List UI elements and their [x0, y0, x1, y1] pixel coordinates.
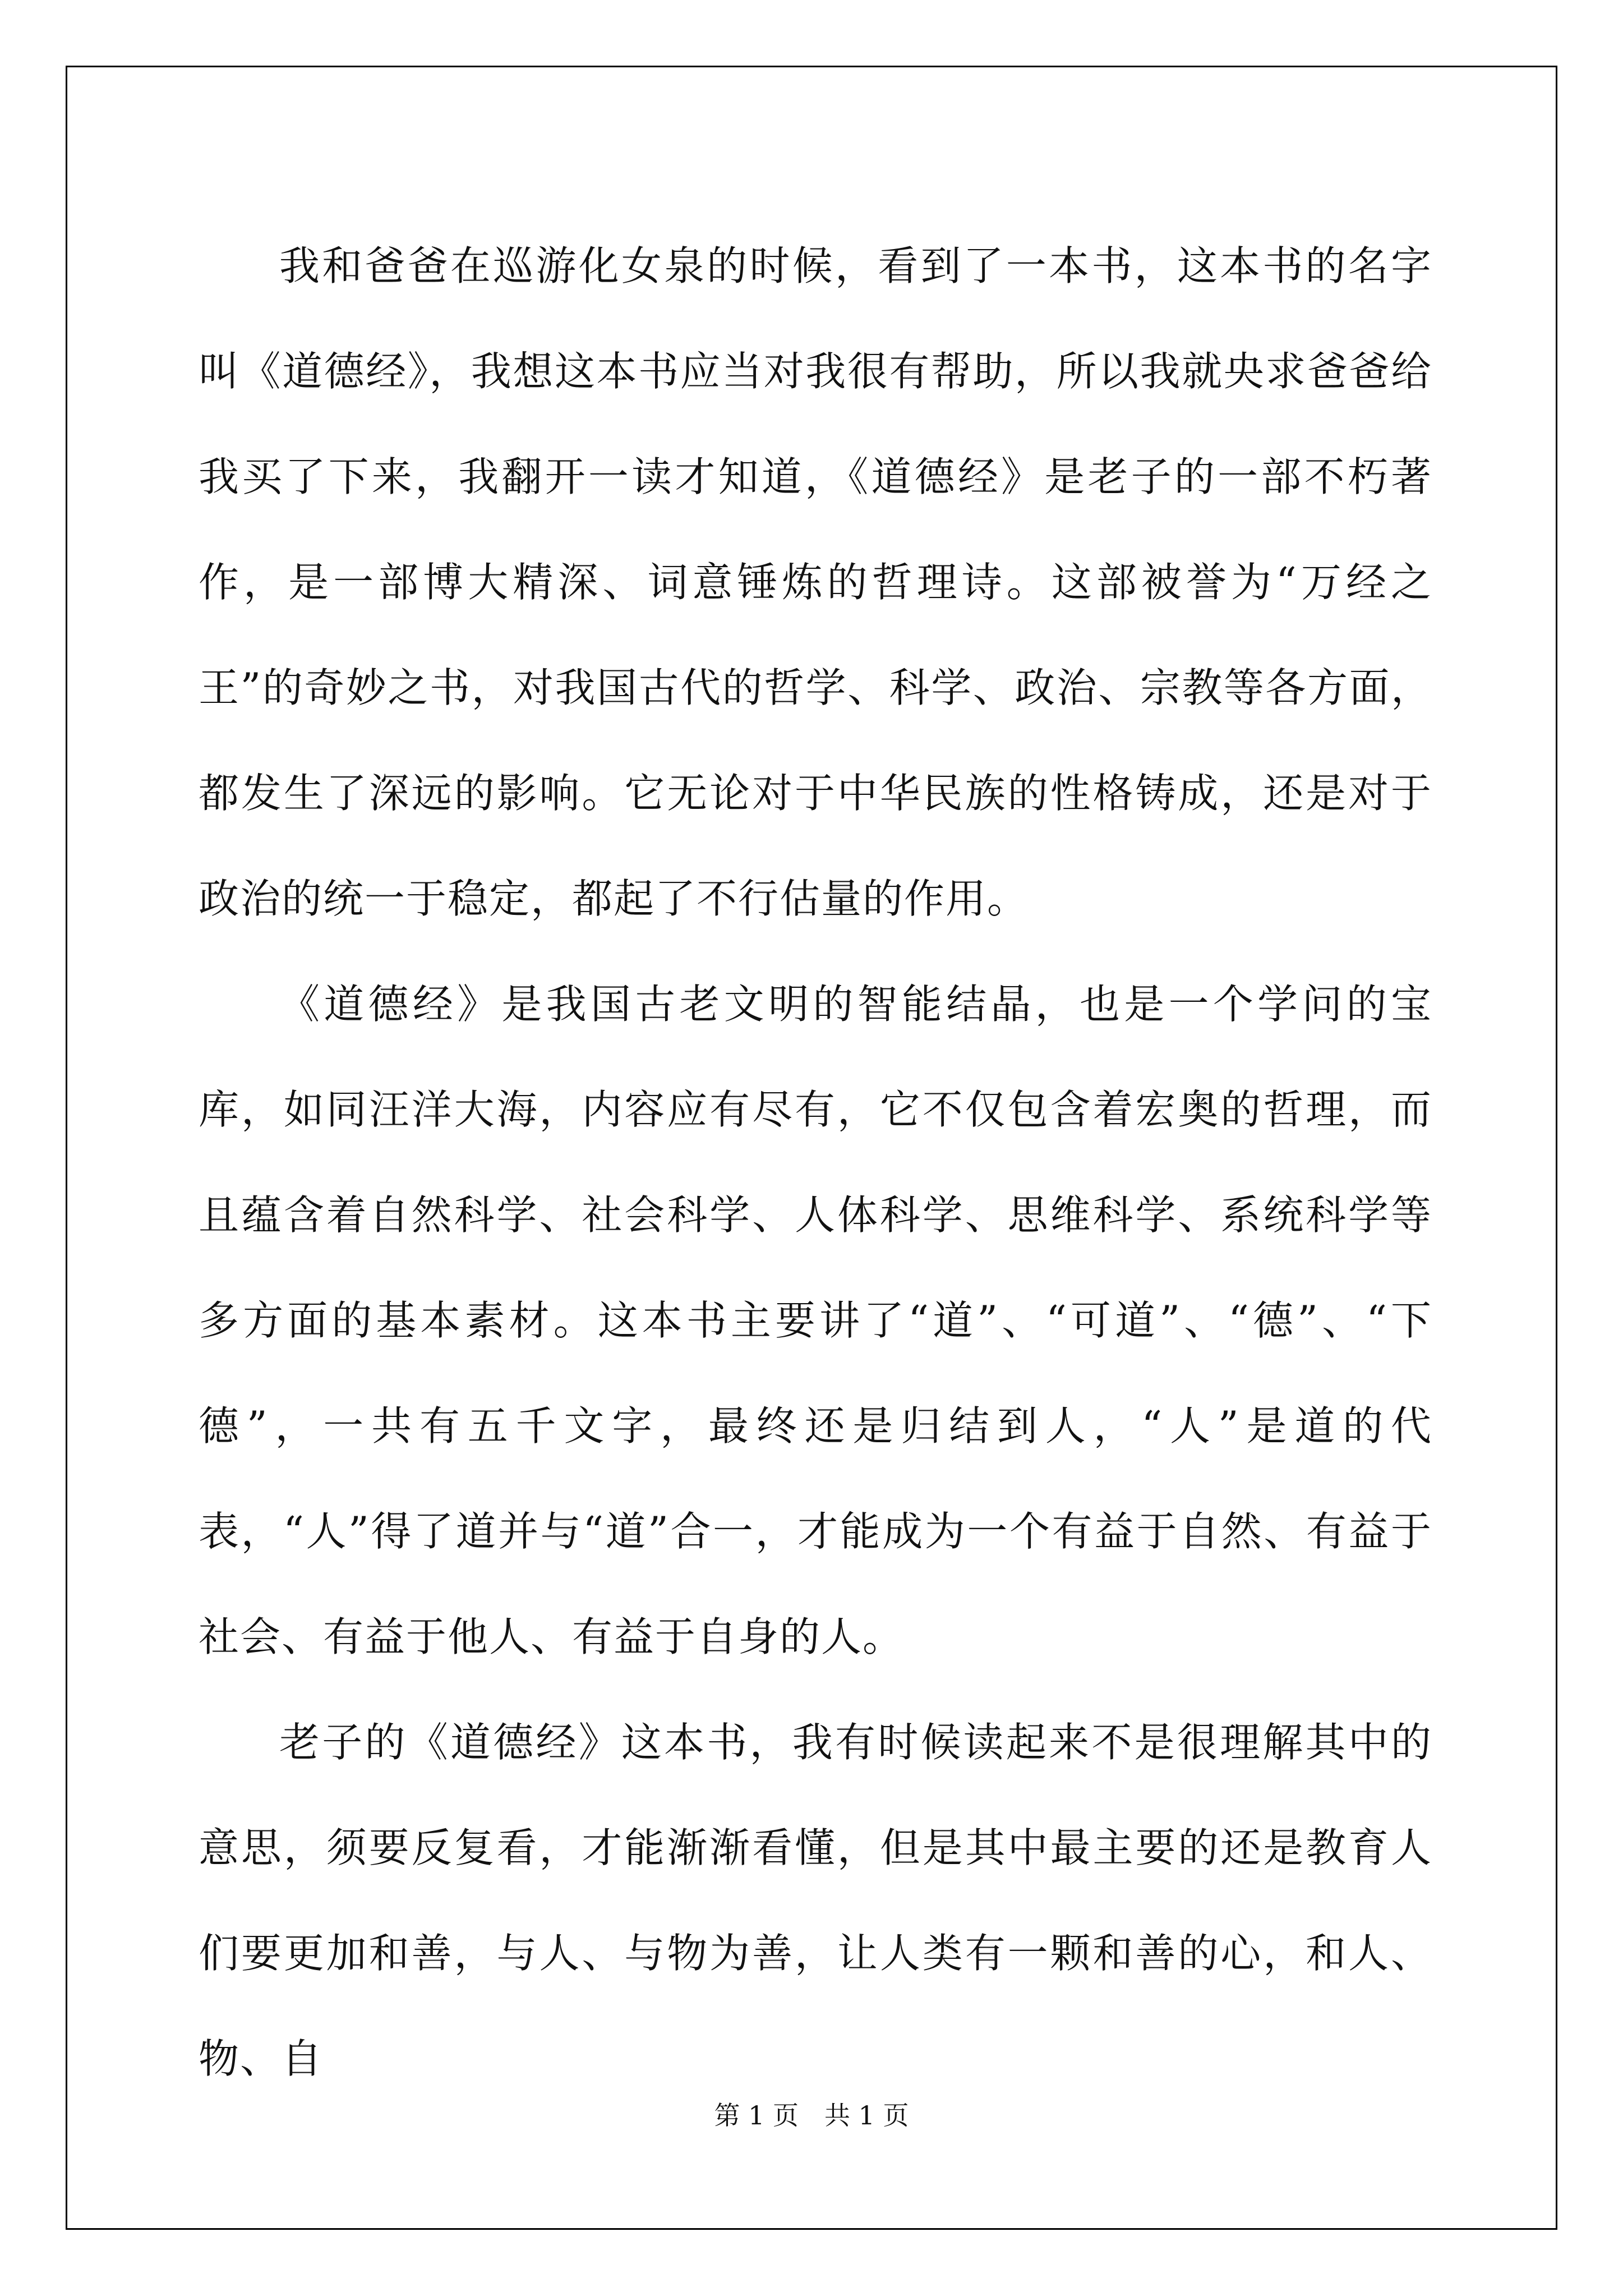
paragraph-3: 老子的《道德经》这本书，我有时候读起来不是很理解其中的意思，须要反复看，才能渐渐看懂，但是其中最主要的还是教育人们要更加和善，与人、与物为善，让人类有一颗和善的心，和人、物、自	[199, 1719, 1432, 2082]
page-number-footer: 第 1 页 共 1 页	[714, 2100, 909, 2131]
document-body	[199, 213, 1432, 2111]
paragraph-2: 《道德经》是我国古老文明的智能结晶，也是一个学问的宝库，如同汪洋大海，内容应有尽有，它不仅包含着宏奥的哲理，而且蕴含着自然科学、社会科学、人体科学、思维科学、系统科学等多方面的基本素材。这本书主要讲了“道”、“可道”、“德”、“下德”，一共有五千文字，最终还是归结到人，“人”是道的代表，“人”得了道并与“道”合一，才能成为一个有益于自然、有益于社会、有益于他人、有益于自身的人。	[199, 981, 1432, 1660]
paragraph-1: 我和爸爸在巡游化女泉的时候，看到了一本书，这本书的名字叫《道德经》，我想这本书应当对我很有帮助，所以我就央求爸爸给我买了下来，我翻开一读才知道，《道德经》是老子的一部不朽著作，是一部博大精深、词意锤炼的哲理诗。这部被誉为“万经之王”的奇妙之书，对我国古代的哲学、科学、政治、宗教等各方面，都发生了深远的影响。它无论对于中华民族的性格铸成，还是对于政治的统一于稳定，都起了不行估量的作用。	[199, 242, 1432, 922]
